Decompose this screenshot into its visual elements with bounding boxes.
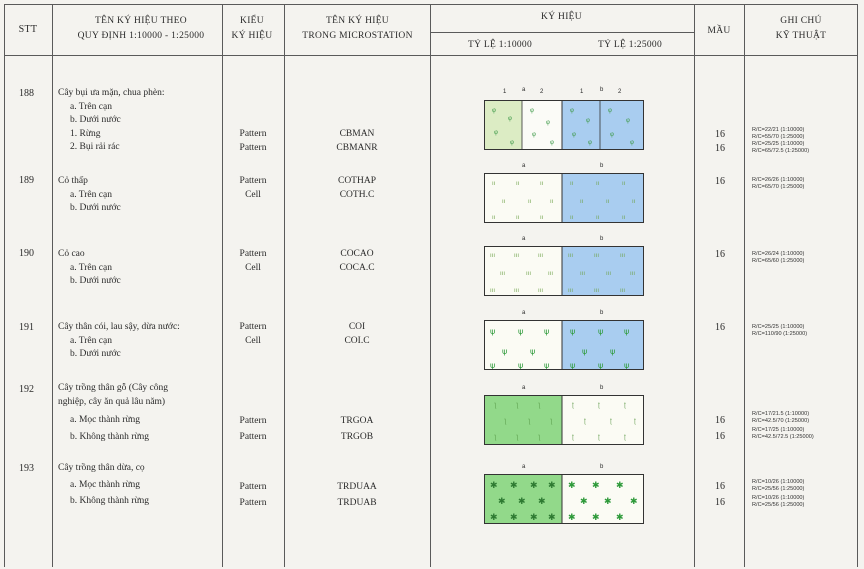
row-190-stt: 190 [19, 248, 34, 259]
row-188-sym-label: 2 [540, 89, 544, 95]
svg-text:ııı: ııı [568, 288, 574, 294]
border-right [857, 4, 858, 567]
row-189-notes [752, 177, 804, 191]
row-193-mau-value: 16 [715, 497, 725, 508]
svg-text:ıı: ıı [570, 215, 574, 221]
row-189-line: Cỏ thấp [58, 176, 88, 186]
svg-text:ıı: ıı [606, 199, 610, 205]
row-188-sym-label: 2 [618, 89, 622, 95]
svg-text:ııı: ııı [538, 253, 544, 259]
row-189-type: Cell [245, 189, 261, 200]
svg-text:ʈ: ʈ [572, 434, 574, 441]
row-191-type: Pattern [239, 322, 267, 332]
svg-text:ƪ: ƪ [494, 403, 497, 409]
row-192-note: R/C=17/21.5 (1:10000) [752, 411, 810, 417]
header-note [745, 14, 857, 44]
row-191-symbol-swatch [484, 320, 644, 370]
row-191-mau-value: 16 [715, 322, 725, 333]
header-scale1: TỶ LỆ 1:10000 [467, 40, 533, 50]
row-192-note: R/C=17/25 (1:10000) [752, 427, 805, 433]
svg-text:✱: ✱ [538, 497, 546, 507]
svg-text:✱: ✱ [518, 497, 526, 507]
row-193-type: Pattern [239, 498, 267, 508]
row-188-ms-name: CBMANR [336, 142, 378, 153]
svg-text:φ: φ [586, 118, 590, 124]
svg-text:ƪ: ƪ [528, 419, 531, 425]
row-191-ms-name: COI [348, 322, 366, 332]
svg-text:ıı: ıı [528, 199, 532, 205]
row-193-mau-value: 16 [715, 481, 725, 492]
svg-text:ııı: ııı [594, 288, 600, 294]
row-189-mau [713, 175, 727, 189]
row-192-type: Pattern [239, 416, 267, 426]
col-divider-4 [430, 4, 431, 567]
header-name [56, 14, 226, 44]
row-188-note: R/C=55/70 (1:25000) [752, 134, 805, 140]
svg-text:✱: ✱ [530, 513, 538, 523]
row-193-types [222, 479, 284, 511]
row-191-ms-name: COI.C [344, 335, 370, 346]
svg-text:ψ: ψ [544, 361, 550, 370]
header-symbol: KÝ HIỆU [541, 12, 582, 22]
row-192-mau-value: 16 [715, 431, 725, 442]
svg-text:ƪ: ƪ [504, 419, 507, 425]
svg-text:φ: φ [510, 140, 514, 146]
svg-text:ʈ: ʈ [584, 418, 586, 425]
svg-text:ψ: ψ [570, 327, 576, 336]
svg-text:ıı: ıı [622, 181, 626, 187]
svg-text:ııı: ııı [580, 271, 586, 277]
svg-text:ʈ: ʈ [598, 402, 600, 409]
row-189-note: R/C=26/26 (1:10000) [752, 177, 805, 183]
row-192-type: Pattern [239, 432, 267, 442]
svg-text:ıı: ıı [570, 181, 574, 187]
row-190-line: Cỏ cao [58, 249, 85, 259]
table-top-border [4, 4, 858, 5]
svg-text:ıı: ıı [516, 215, 520, 221]
svg-text:ψ: ψ [518, 327, 524, 336]
svg-text:ψ: ψ [624, 327, 630, 336]
row-190-notes [752, 251, 804, 265]
row-188-line: b. Dưới nước [70, 115, 121, 126]
row-189-mau-value: 16 [715, 176, 725, 187]
row-188-name [58, 87, 164, 155]
row-190-symbol-swatch [484, 246, 644, 296]
svg-text:φ: φ [572, 132, 576, 138]
row-190-sym-label: a [522, 236, 526, 242]
header-ms [285, 14, 430, 44]
svg-text:ıı: ıı [622, 215, 626, 221]
row-192-symbol-swatch [484, 395, 644, 445]
svg-text:φ: φ [494, 130, 498, 136]
row-192-sym-label: a [522, 385, 526, 391]
svg-text:ıı: ıı [502, 199, 506, 205]
row-191-line: Cây thân cói, lau sậy, dừa nước: [58, 322, 180, 332]
row-192-note: R/C=42.5/72.5 (1:25000) [752, 434, 814, 440]
row-192-line: nghiệp, cây ăn quả lâu năm) [58, 396, 166, 407]
row-192-line: Cây trồng thân gỗ (Cây công [58, 383, 169, 393]
col-divider-5 [694, 4, 695, 567]
svg-text:ıı: ıı [596, 181, 600, 187]
svg-text:φ: φ [570, 108, 574, 114]
svg-text:ʈ: ʈ [624, 434, 626, 441]
row-189-ms [284, 175, 430, 202]
svg-text:ψ: ψ [518, 361, 524, 370]
row-189-line: b. Dưới nước [70, 203, 121, 214]
row-192-sym-label: b [600, 385, 604, 391]
swatch-fill [562, 100, 600, 150]
row-192-notes [752, 411, 814, 441]
row-193-stt: 193 [19, 463, 34, 474]
row-188-symbol-swatch [484, 100, 644, 150]
svg-text:ııı: ııı [620, 288, 626, 294]
row-193-line: b. Không thành rừng [70, 496, 150, 507]
row-188-types [222, 128, 284, 155]
svg-text:φ: φ [532, 132, 536, 138]
svg-text:ψ: ψ [610, 347, 616, 356]
row-189-symbol-swatch [484, 173, 644, 223]
swatch-fill [522, 100, 562, 150]
svg-text:φ: φ [546, 120, 550, 126]
svg-text:✱: ✱ [510, 513, 518, 523]
row-188-type: Pattern [239, 142, 267, 153]
row-192-mau-value: 16 [715, 415, 725, 426]
svg-text:ııı: ııı [500, 271, 506, 277]
header-ms-line2: TRONG MICROSTATION [302, 31, 413, 41]
row-188-sym-label: 1 [503, 89, 507, 95]
header-type [222, 14, 282, 44]
header-note-line2: KỸ THUẬT [775, 31, 827, 41]
row-190-types [222, 248, 284, 275]
row-192-line: a. Mọc thành rừng [70, 415, 141, 426]
row-190-note: R/C=65/60 (1:25000) [752, 258, 805, 264]
row-189-note: R/C=65/70 (1:25000) [752, 184, 805, 190]
svg-text:φ: φ [550, 140, 554, 146]
svg-text:ııı: ııı [514, 253, 520, 259]
svg-text:ψ: ψ [530, 347, 536, 356]
row-193-notes [752, 479, 804, 509]
svg-text:ƪ: ƪ [516, 435, 519, 441]
svg-text:φ: φ [588, 140, 592, 146]
row-193-note: R/C=10/26 (1:10000) [752, 495, 805, 501]
svg-text:ψ: ψ [544, 327, 550, 336]
row-192-note: R/C=42.5/70 (1:25000) [752, 418, 810, 424]
row-191-name [58, 321, 180, 362]
header-scale2: TỶ LỆ 1:25000 [597, 40, 663, 50]
svg-text:ıı: ıı [540, 215, 544, 221]
row-190-line: b. Dưới nước [70, 276, 121, 287]
row-190-ms [284, 248, 430, 275]
row-190-ms-name: COCAO [340, 249, 374, 259]
svg-text:ıı: ıı [540, 181, 544, 187]
svg-text:ıı: ıı [596, 215, 600, 221]
svg-text:✱: ✱ [548, 513, 556, 523]
svg-text:φ: φ [608, 108, 612, 114]
svg-text:ıı: ıı [492, 215, 496, 221]
svg-text:✱: ✱ [630, 497, 638, 507]
svg-text:ʈ: ʈ [624, 402, 626, 409]
row-191-stt: 191 [19, 322, 34, 333]
row-189-ms-name: COTHAP [337, 176, 376, 186]
svg-text:ııı: ııı [490, 288, 496, 294]
row-192-ms [284, 413, 430, 445]
row-189-sym-label: b [600, 163, 604, 169]
svg-text:ƪ: ƪ [494, 435, 497, 441]
svg-text:ψ: ψ [598, 361, 604, 370]
row-188-sym-label: b [600, 87, 604, 93]
svg-text:ııı: ııı [526, 271, 532, 277]
svg-text:ψ: ψ [490, 327, 496, 336]
row-191-sym-label: b [600, 310, 604, 316]
svg-text:φ: φ [508, 116, 512, 122]
svg-text:ʈ: ʈ [610, 418, 612, 425]
svg-text:ıı: ıı [632, 199, 636, 205]
row-193-ms-name: TRDUAB [337, 498, 377, 508]
svg-text:ııı: ııı [620, 253, 626, 259]
row-188-note: R/C=65/72.5 (1:25000) [752, 148, 810, 154]
row-191-ms [284, 321, 430, 348]
col-divider-6 [744, 4, 745, 567]
row-191-line: b. Dưới nước [70, 349, 121, 360]
header-note-line1: GHI CHÚ [780, 16, 822, 26]
row-189-stt: 189 [19, 175, 34, 186]
row-189-sym-label: a [522, 163, 526, 169]
svg-text:ııı: ııı [630, 271, 636, 277]
row-188-mau [713, 128, 727, 155]
row-190-type: Cell [245, 262, 261, 273]
row-193-sym-label: b [600, 464, 604, 470]
row-188-mau-value: 16 [715, 129, 725, 140]
row-193-line: a. Mọc thành rừng [70, 479, 141, 490]
svg-text:✱: ✱ [616, 481, 624, 491]
svg-text:φ: φ [630, 140, 634, 146]
row-188-line: Cây bụi ưa mặn, chua phèn: [58, 88, 165, 98]
row-193-type: Pattern [239, 482, 267, 492]
row-191-note: R/C=25/25 (1:10000) [752, 324, 805, 330]
svg-text:ψ: ψ [582, 347, 588, 356]
svg-text:ıı: ıı [492, 181, 496, 187]
row-192-line: b. Không thành rừng [70, 431, 150, 442]
svg-text:ııı: ııı [548, 271, 554, 277]
row-189-type: Pattern [239, 176, 267, 186]
swatch-fill [484, 173, 562, 223]
svg-text:ıı: ıı [550, 199, 554, 205]
svg-text:φ: φ [626, 118, 630, 124]
svg-text:✱: ✱ [490, 481, 498, 491]
row-189-line: a. Trên cạn [70, 189, 112, 200]
row-188-type: Pattern [239, 129, 267, 139]
row-190-ms-name: COCA.C [339, 262, 375, 273]
svg-text:✱: ✱ [530, 481, 538, 491]
svg-text:ψ: ψ [502, 347, 508, 356]
swatch-fill [600, 100, 644, 150]
row-192-mau [713, 413, 727, 445]
row-192-ms-name: TRGOB [340, 432, 374, 442]
swatch-fill [562, 395, 644, 445]
header-stt: STT [18, 24, 38, 35]
row-191-line: a. Trên cạn [70, 335, 112, 346]
row-191-note: R/C=110/90 (1:25000) [752, 331, 808, 337]
svg-text:✱: ✱ [592, 513, 600, 523]
row-192-types [222, 413, 284, 445]
svg-text:✱: ✱ [616, 513, 624, 523]
row-193-note: R/C=10/26 (1:10000) [752, 479, 805, 485]
svg-text:ʈ: ʈ [634, 418, 636, 425]
svg-text:✱: ✱ [580, 497, 588, 507]
swatch-fill [484, 100, 522, 150]
row-188-sym-label: a [522, 87, 526, 93]
svg-text:ıı: ıı [580, 199, 584, 205]
row-191-sym-label: a [522, 310, 526, 316]
svg-text:✱: ✱ [568, 513, 576, 523]
svg-text:ƪ: ƪ [550, 419, 553, 425]
row-188-stt: 188 [19, 88, 34, 99]
row-193-ms [284, 479, 430, 511]
border-left [4, 4, 5, 567]
row-188-sym-label: 1 [580, 89, 584, 95]
header-color: MẦU [707, 26, 731, 36]
row-191-types [222, 321, 284, 348]
svg-text:ψ: ψ [624, 361, 630, 370]
header-name-line2: QUY ĐỊNH 1:10000 - 1:25000 [77, 31, 205, 41]
row-190-sym-label: b [600, 236, 604, 242]
header-name-line1: TÊN KÝ HIỆU THEO [95, 16, 187, 26]
col-divider-1 [52, 4, 53, 567]
svg-text:✱: ✱ [604, 497, 612, 507]
svg-text:✱: ✱ [568, 481, 576, 491]
svg-text:φ: φ [530, 108, 534, 114]
svg-text:ııı: ııı [490, 253, 496, 259]
svg-text:✱: ✱ [490, 513, 498, 523]
svg-text:ψ: ψ [490, 361, 496, 370]
row-188-notes [752, 127, 809, 155]
svg-text:✱: ✱ [510, 481, 518, 491]
row-191-type: Cell [245, 335, 261, 346]
row-193-ms-name: TRDUAA [337, 482, 377, 492]
row-188-line: 1. Rừng [70, 128, 101, 139]
row-189-name [58, 175, 121, 216]
row-190-name [58, 248, 121, 289]
header-type-line1: KIỂU [240, 16, 264, 26]
row-190-note: R/C=26/24 (1:10000) [752, 251, 805, 257]
header-type-line2: KÝ HIỆU [231, 31, 273, 41]
svg-text:ıı: ıı [516, 181, 520, 187]
row-188-ms [284, 128, 430, 155]
svg-text:✱: ✱ [548, 481, 556, 491]
row-192-ms-name: TRGOA [340, 416, 374, 426]
row-188-line: a. Trên cạn [70, 101, 112, 112]
row-192-stt: 192 [19, 384, 34, 395]
svg-text:ııı: ııı [606, 271, 612, 277]
svg-text:✱: ✱ [498, 497, 506, 507]
svg-text:ψ: ψ [570, 361, 576, 370]
row-193-note: R/C=25/56 (1:25000) [752, 502, 805, 508]
row-190-mau-value: 16 [715, 249, 725, 260]
svg-text:ııı: ııı [594, 253, 600, 259]
svg-text:ψ: ψ [598, 327, 604, 336]
svg-text:φ: φ [492, 108, 496, 114]
row-189-ms-name: COTH.C [339, 189, 375, 200]
row-192-name [58, 382, 168, 444]
row-190-type: Pattern [239, 249, 267, 259]
row-193-mau [713, 479, 727, 511]
svg-text:ııı: ııı [538, 288, 544, 294]
svg-text:ƪ: ƪ [538, 435, 541, 441]
row-190-mau [713, 248, 727, 262]
row-190-line: a. Trên cạn [70, 262, 112, 273]
header-ms-line1: TÊN KÝ HIỆU [326, 16, 389, 26]
row-191-mau [713, 321, 727, 335]
header-bottom-border [4, 55, 858, 56]
row-193-line: Cây trồng thân dừa, cọ [58, 463, 145, 473]
svg-text:ʈ: ʈ [598, 434, 600, 441]
row-188-note: R/C=25/25 (1:10000) [752, 141, 805, 147]
svg-text:✱: ✱ [592, 481, 600, 491]
row-188-mau-value: 16 [715, 142, 725, 154]
row-193-sym-label: a [522, 464, 526, 470]
row-193-note: R/C=25/56 (1:25000) [752, 486, 805, 492]
swatch-fill [562, 173, 644, 223]
svg-text:ııı: ııı [514, 288, 520, 294]
row-191-notes [752, 324, 807, 338]
row-189-types [222, 175, 284, 202]
row-188-ms-name: CBMAN [339, 129, 375, 139]
svg-text:ƪ: ƪ [538, 403, 541, 409]
symbol-header-divider [430, 32, 694, 33]
row-188-note: R/C=22/21 (1:10000) [752, 127, 805, 133]
row-193-symbol-swatch [484, 474, 644, 524]
row-188-line: 2. Bụi rải rác [70, 142, 120, 153]
svg-text:ƪ: ƪ [516, 403, 519, 409]
svg-text:ʈ: ʈ [572, 402, 574, 409]
row-193-name [58, 462, 149, 509]
svg-text:φ: φ [610, 132, 614, 138]
svg-text:ııı: ııı [568, 253, 574, 259]
